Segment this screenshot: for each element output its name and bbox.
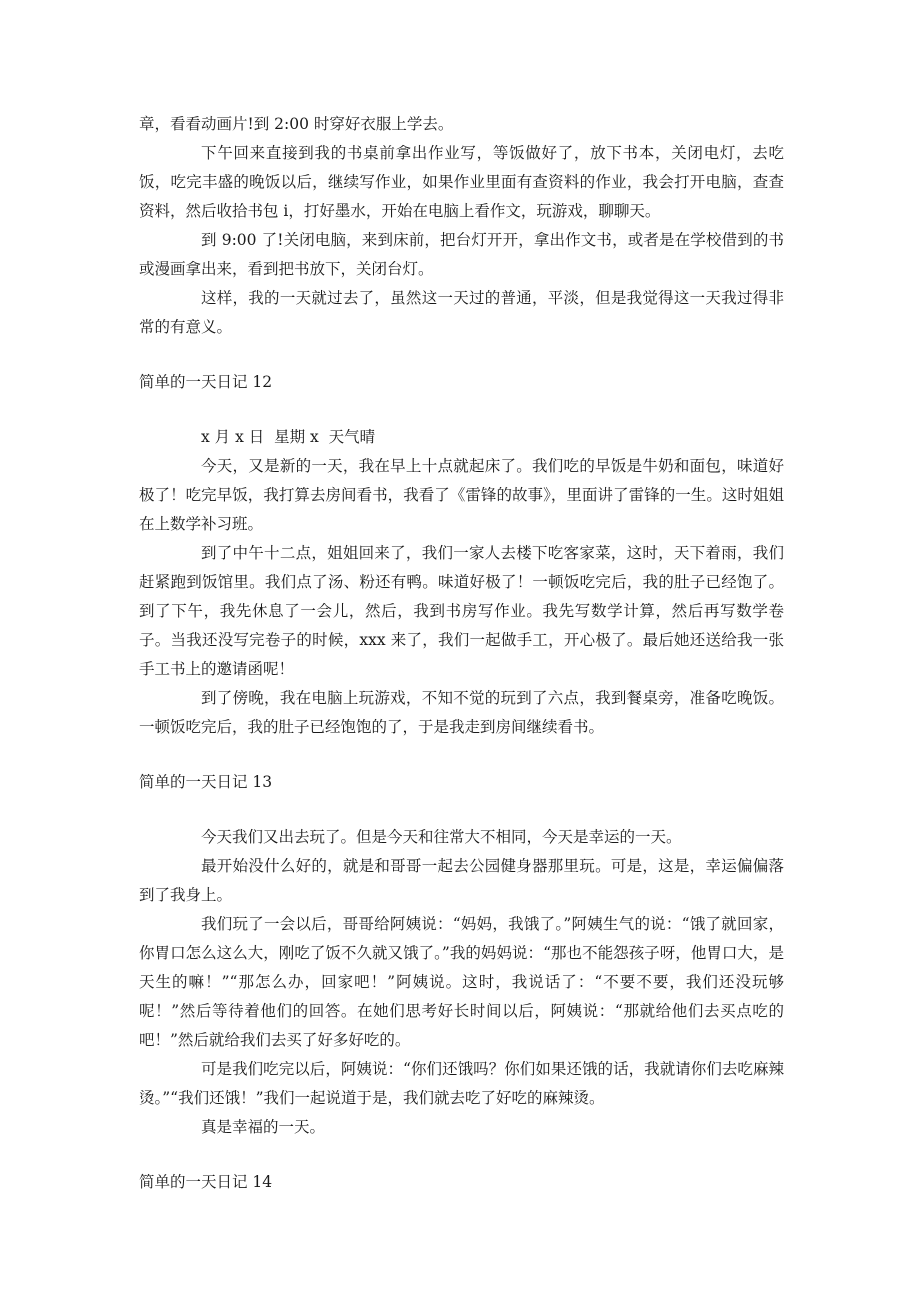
paragraph: 到 9:00 了!关闭电脑，来到床前，把台灯开开，拿出作文书，或者是在学校借到的书或漫画拿出来，看到把书放下，关闭台灯。 (139, 231, 784, 278)
dateline: x 月 x 日 星期 x 天气晴 (201, 428, 376, 446)
paragraph: 下午回来直接到我的书桌前拿出作业写，等饭做好了，放下书本，关闭电灯，去吃饭，吃完丰盛的晚饭以后，继续写作业，如果作业里面有查资料的作业，我会打开电脑，查查资料，然后收拾书包 i，打好墨水，开始在电脑上看作文，玩游戏，聊聊天。 (139, 144, 784, 220)
paragraph: 最开始没什么好的，就是和哥哥一起去公园健身器那里玩。可是，这是，幸运偏偏落到了我身上。 (139, 857, 784, 904)
paragraph: 可是我们吃完以后，阿姨说：“你们还饿吗？你们如果还饿的话，我就请你们去吃麻辣烫。”“我们还饿！”我们一起说道于是，我们就去吃了好吃的麻辣烫。 (139, 1060, 784, 1107)
paragraph-continuation: 章，看看动画片!到 2:00 时穿好衣服上学去。 (139, 115, 454, 133)
document-page (139, 110, 784, 1197)
section-heading-13: 简单的一天日记 13 (139, 773, 273, 791)
paragraph: 这样，我的一天就过去了，虽然这一天过的普通，平淡，但是我觉得这一天我过得非常的有意义。 (139, 289, 784, 336)
paragraph: 我们玩了一会以后，哥哥给阿姨说：“妈妈，我饿了。”阿姨生气的说：“饿了就回家，你胃口怎么这么大，刚吃了饭不久就又饿了。”我的妈妈说：“那也不能怨孩子呀，他胃口大，是天生的嘛！”“那怎么办，回家吧！”阿姨说。这时，我说话了：“不要不要，我们还没玩够呢！”然后等待着他们的回答。在她们思考好长时间以后，阿姨说：“那就给他们去买点吃的吧！”然后就给我们去买了好多好吃的。 (139, 915, 784, 1049)
paragraph: 到了傍晚，我在电脑上玩游戏，不知不觉的玩到了六点，我到餐桌旁，准备吃晚饭。一顿饭吃完后，我的肚子已经饱饱的了，于是我走到房间继续看书。 (139, 689, 784, 736)
paragraph: 真是幸福的一天。 (201, 1118, 326, 1136)
paragraph: 到了中午十二点，姐姐回来了，我们一家人去楼下吃客家菜，这时，天下着雨，我们赶紧跑到饭馆里。我们点了汤、粉还有鸭。味道好极了！一顿饭吃完后，我的肚子已经饱了。到了下午，我先休息了一会儿，然后，我到书房写作业。我先写数学计算，然后再写数学卷子。当我还没写完卷子的时候，xxx 来了，我们一起做手工，开心极了。最后她还送给我一张手工书上的邀请函呢！ (139, 544, 784, 678)
section-heading-12: 简单的一天日记 12 (139, 373, 273, 391)
paragraph: 今天，又是新的一天，我在早上十点就起床了。我们吃的早饭是牛奶和面包，味道好极了！吃完早饭，我打算去房间看书，我看了《雷锋的故事》，里面讲了雷锋的一生。这时姐姐在上数学补习班。 (139, 457, 784, 533)
paragraph: 今天我们又出去玩了。但是今天和往常大不相同，今天是幸运的一天。 (201, 828, 682, 846)
section-heading-14: 简单的一天日记 14 (139, 1173, 273, 1191)
